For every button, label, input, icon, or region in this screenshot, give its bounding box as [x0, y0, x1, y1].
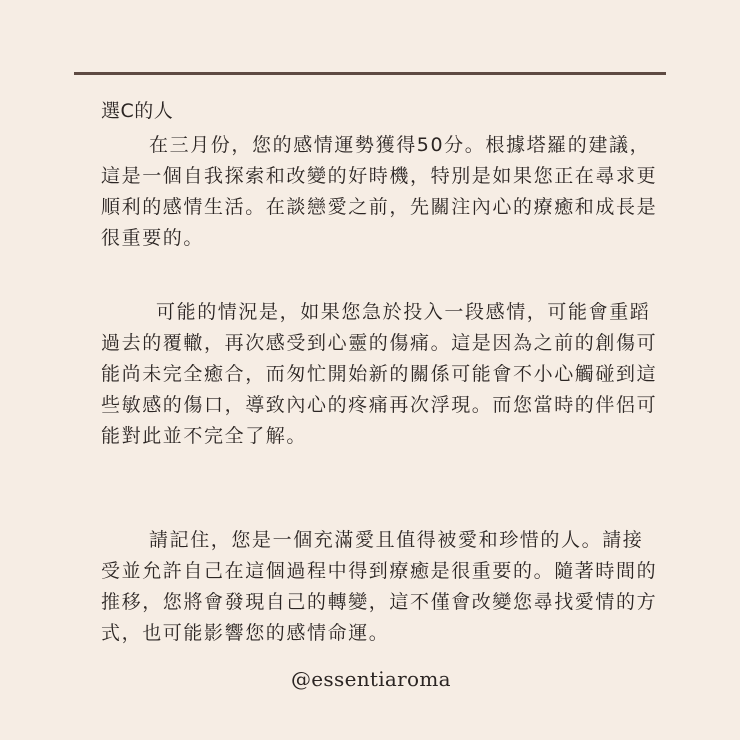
paragraph-1: 在三月份，您的感情運勢獲得50分。根據塔羅的建議，這是一個自我探索和改變的好時機，特別是如果您正在尋求更順利的感情生活。在談戀愛之前，先關注內心的療癒和成長是很重要的。	[101, 134, 658, 249]
paragraph-3: 請記住，您是一個充滿愛且值得被愛和珍惜的人。請接受並允許自己在這個過程中得到療癒是很重要的。隨著時間的推移，您將會發現自己的轉變，這不僅會改變您尋找愛情的方式，也可能影響您的感情命運。	[101, 529, 658, 644]
top-divider	[74, 72, 666, 75]
section-heading: 選C的人	[101, 100, 174, 122]
author-handle: @essentiaroma	[291, 667, 451, 691]
paragraph-2: 可能的情況是，如果您急於投入一段感情，可能會重蹈過去的覆轍，再次感受到心靈的傷痛。這是因為之前的創傷可能尚未完全癒合，而匆忙開始新的關係可能會不小心觸碰到這些敏感的傷口，導致內心的疼痛再次浮現。而您當時的伴侶可能對此並不完全了解。	[101, 301, 658, 447]
